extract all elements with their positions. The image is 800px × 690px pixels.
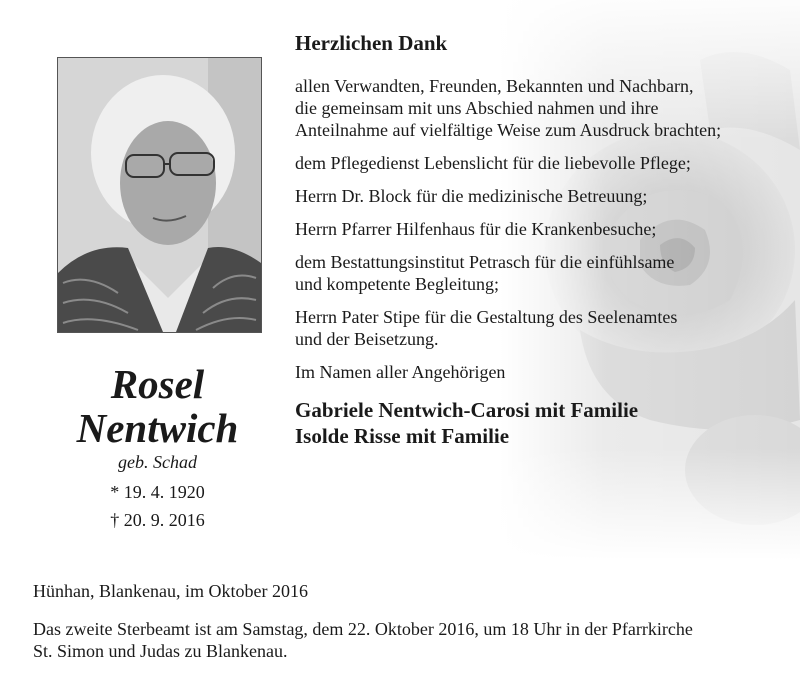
- portrait-photo: [57, 57, 262, 333]
- thanks-line: dem Pflegedienst Lebenslicht für die liebevolle Pflege;: [295, 153, 691, 173]
- thanks-line: und kompetente Begleitung;: [295, 274, 499, 294]
- thanks-line: und der Beisetzung.: [295, 329, 439, 349]
- thanks-paragraph: [295, 185, 795, 207]
- thanks-line: Herrn Pater Stipe für die Gestaltung des Seelenamtes: [295, 307, 678, 327]
- thanks-paragraph: [295, 75, 795, 141]
- thanks-line: Anteilnahme auf vielfältige Weise zum Ausdruck brachten;: [295, 120, 722, 140]
- thanks-paragraph: [295, 251, 795, 295]
- heading: Herzlichen Dank: [295, 31, 448, 55]
- place-date: Hünhan, Blankenau, im Oktober 2016: [33, 581, 308, 601]
- service-notice-line: St. Simon und Judas zu Blankenau.: [33, 641, 288, 661]
- thanks-column: [295, 28, 795, 449]
- death-date: † 20. 9. 2016: [110, 510, 205, 530]
- thanks-paragraph: [295, 218, 795, 240]
- thanks-line: die gemeinsam mit uns Abschied nahmen und ihre: [295, 98, 659, 118]
- birth-name: geb. Schad: [118, 452, 197, 472]
- thanks-line: Herrn Dr. Block für die medizinische Betreuung;: [295, 186, 648, 206]
- signer-name: Gabriele Nentwich-Carosi mit Familie: [295, 398, 639, 422]
- signoff: Im Namen aller Angehörigen: [295, 362, 506, 382]
- signers: [295, 397, 795, 449]
- service-notice-line: Das zweite Sterbeamt ist am Samstag, dem 22. Oktober 2016, um 18 Uhr in der Pfarrkirche: [33, 619, 693, 639]
- thanks-line: dem Bestattungsinstitut Petrasch für die einfühlsame: [295, 252, 675, 272]
- deceased-first-name: Rosel: [110, 361, 205, 407]
- service-notice: [33, 618, 793, 662]
- thanks-paragraph: [295, 152, 795, 174]
- birth-date: * 19. 4. 1920: [110, 482, 205, 502]
- thanks-paragraph: [295, 306, 795, 350]
- thanks-line: Herrn Pfarrer Hilfenhaus für die Krankenbesuche;: [295, 219, 657, 239]
- thanks-line: allen Verwandten, Freunden, Bekannten und Nachbarn,: [295, 76, 694, 96]
- deceased-last-name: Nentwich: [76, 405, 239, 451]
- signer-name: Isolde Risse mit Familie: [295, 424, 510, 448]
